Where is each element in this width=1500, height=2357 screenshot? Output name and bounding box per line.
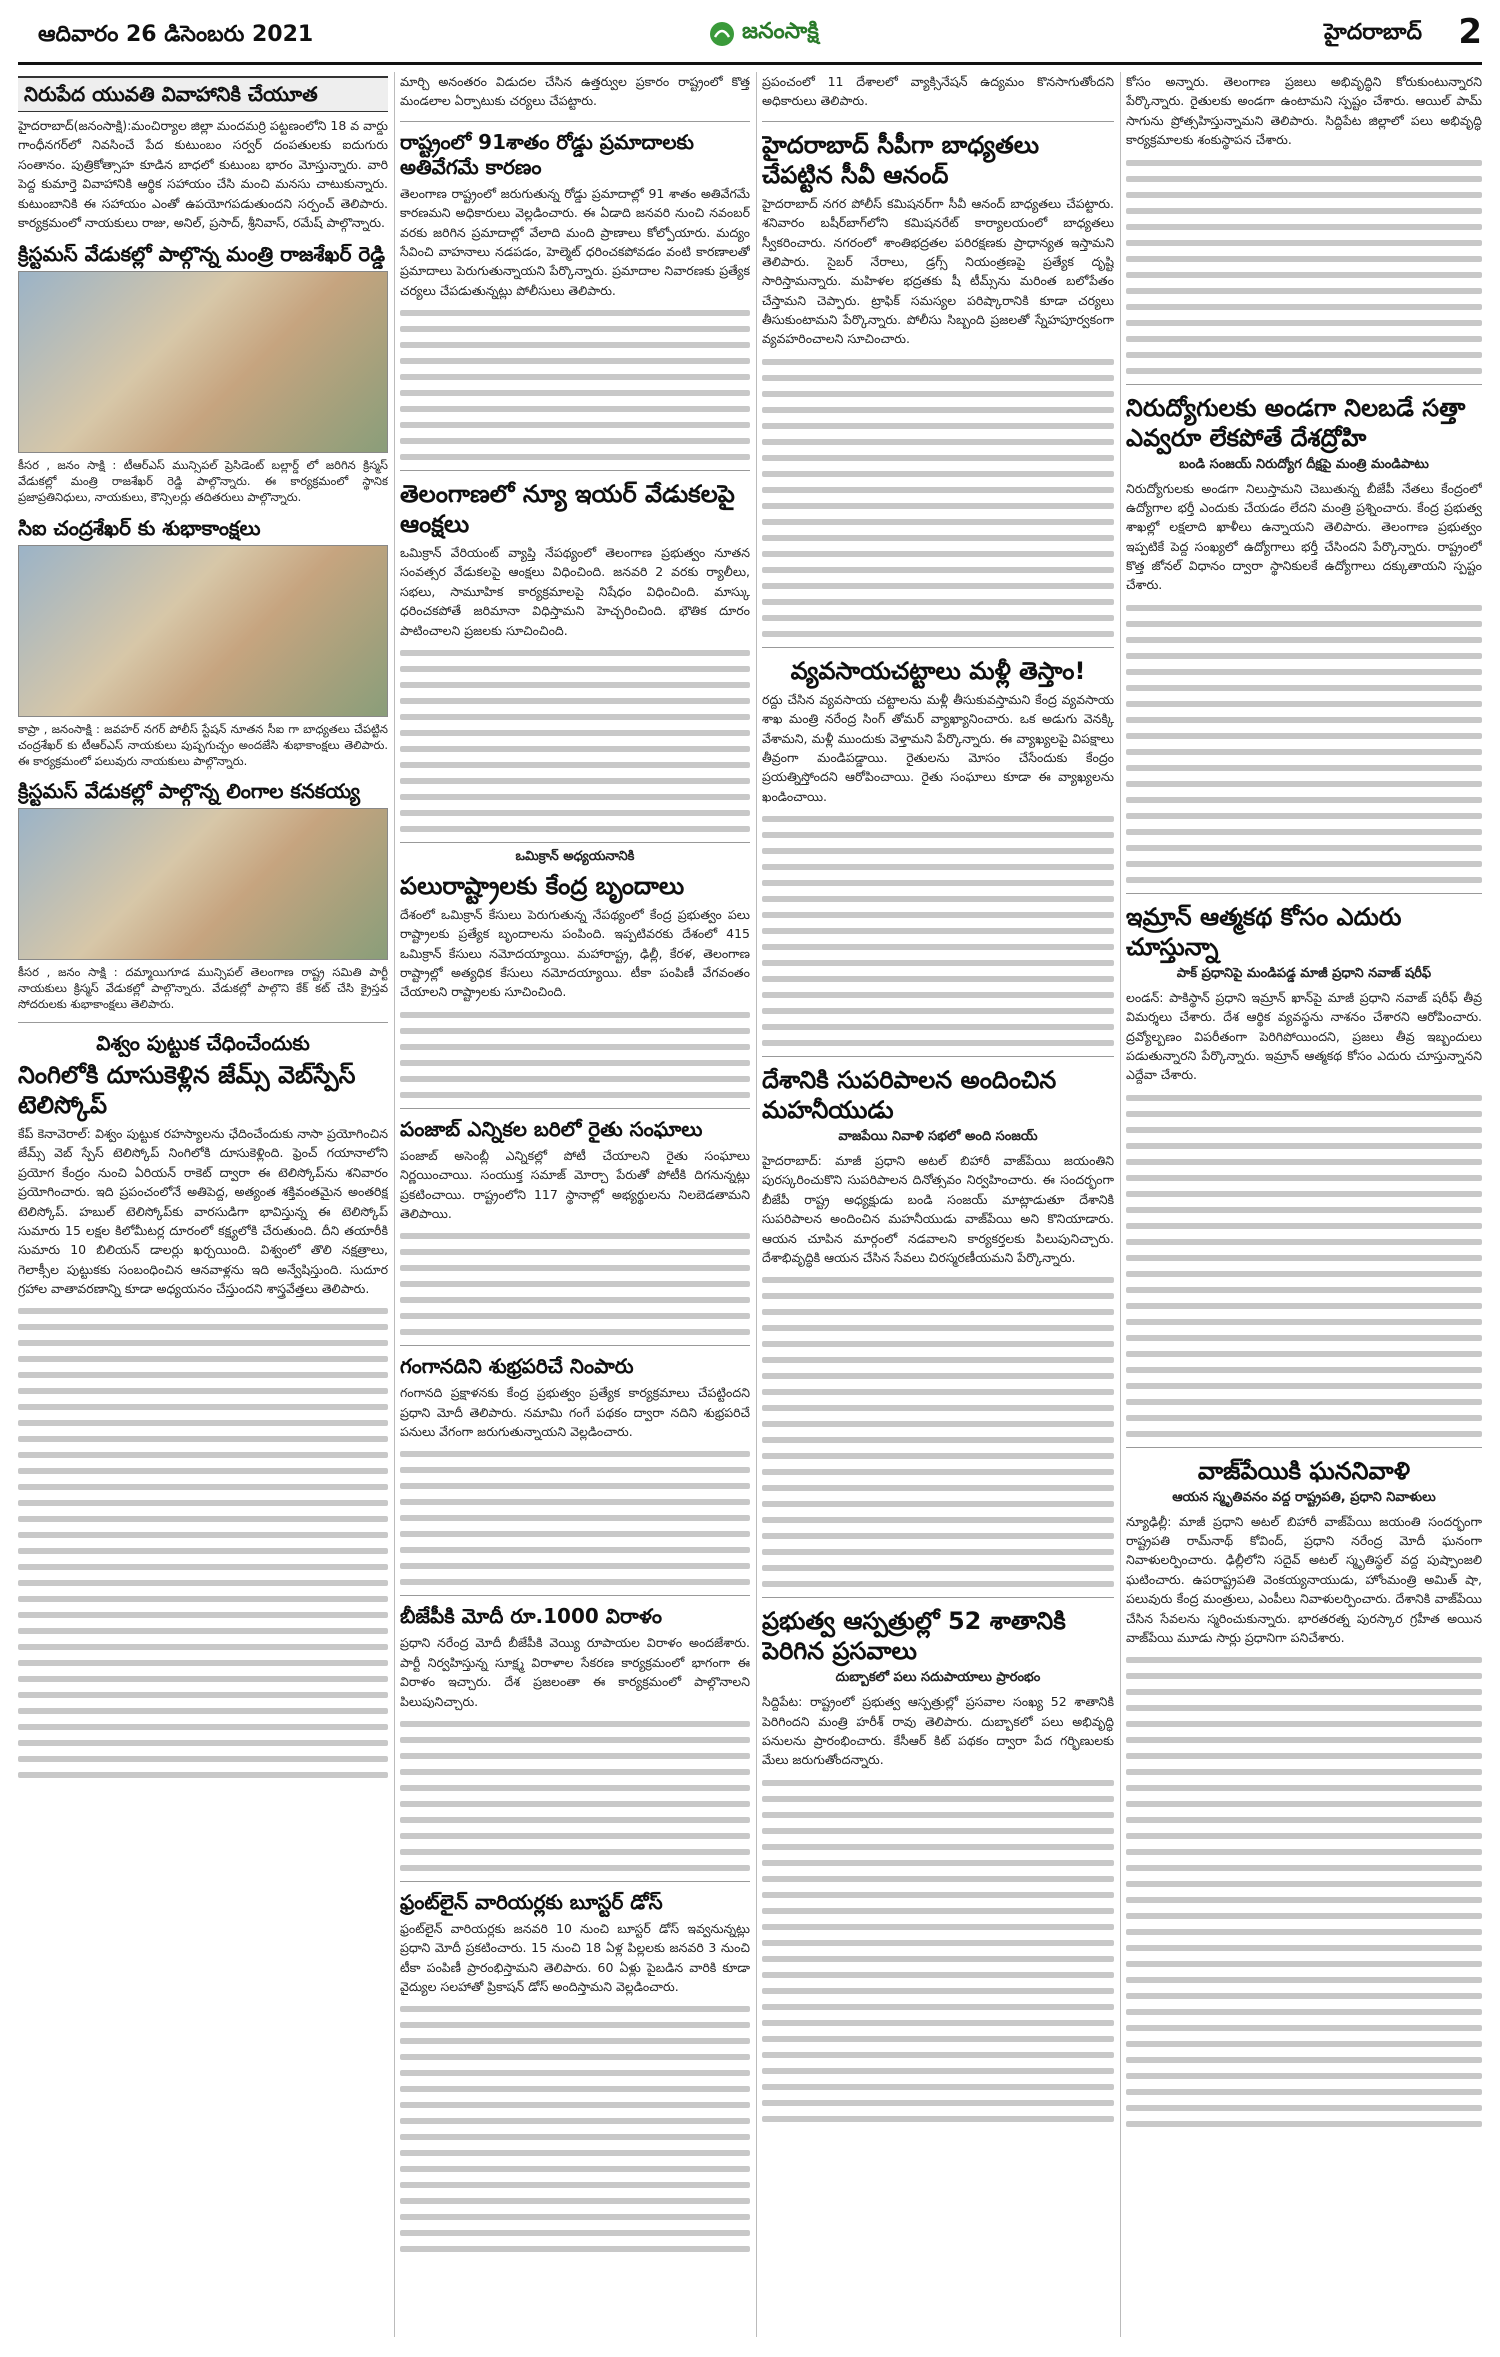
column-2 (400, 72, 750, 2337)
text-filler (1126, 1095, 1482, 1437)
header-rule (18, 62, 1482, 65)
article-body: సిద్దిపేట: రాష్ట్రంలో ప్రభుత్వ ఆస్పత్రుల్లో ప్రసవాల సంఖ్య 52 శాతానికి పెరిగిందని మంత్రి హరీశ్ రావు తెలిపారు. దుబ్బాకలో పలు అభివృద్ధి పనులను ప్రారంభించారు. కేసీఆర్ కిట్ పథకం ద్వారా పేద గర్భిణులకు మేలు జరుగుతోందన్నారు. (762, 1694, 1114, 1768)
headline: పలురాష్ట్రాలకు కేంద్ర బృందాలు (400, 871, 685, 900)
headline: వ్యవసాయచట్టాలు మళ్లీ తెస్తాం! (790, 656, 1086, 685)
issue-date: ఆదివారం 26 డిసెంబరు 2021 (38, 22, 314, 47)
text-filler (762, 816, 1114, 1046)
article-christmas-minister (18, 242, 388, 505)
headline: ఫ్రంట్‌లైన్ వారియర్లకు బూస్టర్‌ డోస్ (400, 1889, 663, 1914)
text-filler (400, 2006, 750, 2252)
subheadline: వాజపేయి నివాళి సభలో అంది సంజయ్ (838, 1129, 1038, 1144)
text-filler (1126, 160, 1482, 374)
headline: ఇమ్రాన్ ఆత్మకథ కోసం ఎదురు చూస్తున్నా (1126, 902, 1402, 961)
article-body: హైదరాబాద్ నగర పోలీస్ కమిషనర్‌గా సీవీ ఆనంద్ బాధ్యతలు చేపట్టారు. శనివారం బషీర్‌బాగ్‌లోని కమిషనరేట్ కార్యాలయంలో బాధ్యతలు స్వీకరించారు. నగరంలో శాంతిభద్రతల పరిరక్షణకు ప్రాధాన్యత ఇస్తామని తెలిపారు. సైబర్ నేరాలు, డ్రగ్స్ నియంత్రణపై ప్రత్యేక దృష్టి సారిస్తామన్నారు. మహిళల భద్రతకు షీ టీమ్స్‌ను మరింత బలోపేతం చేస్తామని చెప్పారు. ట్రాఫిక్ సమస్యల పరిష్కారానికి కూడా చర్యలు తీసుకుంటామని పేర్కొన్నారు. పోలీసు సిబ్బంది ప్రజలతో స్నేహపూర్వకంగా వ్యవహరించాలని సూచించారు. (762, 195, 1114, 347)
article-continued (1126, 72, 1482, 374)
headline: నిరుపేద యువతి వివాహానికి చేయూత (18, 76, 388, 112)
paper-logo (708, 14, 868, 54)
article-modi-donation (400, 1595, 750, 1871)
text-filler (400, 1451, 750, 1585)
article-hyderabad-cp (762, 121, 1114, 637)
headline: బీజేపీకి మోదీ రూ.1000 విరాళం (400, 1604, 662, 1629)
article-ci-greetings (18, 516, 388, 769)
subheadline: బండి సంజయ్ నిరుద్యోగ దీక్షపై మంత్రి మండిపాటు (1179, 456, 1429, 472)
article-booster-dose (400, 1881, 750, 2253)
headline: క్రిస్టమస్ వేడుకల్లో పాల్గొన్న లింగాల కనకయ్య (18, 778, 360, 803)
article-punjab-farmers (400, 1108, 750, 1336)
article-body: పంజాబ్ అసెంబ్లీ ఎన్నికల్లో పోటీ చేయాలని రైతు సంఘాలు నిర్ణయించాయి. సంయుక్త సమాజ్ మోర్చా పేరుతో పోటీకి దిగనున్నట్లు ప్రకటించాయి. రాష్ట్రంలోని 117 స్థానాల్లో అభ్యర్థులను నిలబెడతామని తెలిపాయి. (400, 1147, 750, 1221)
text-filler (1126, 1657, 1482, 2127)
column-1 (18, 72, 388, 2337)
page-number: 2 (1458, 12, 1482, 52)
text-filler (762, 1780, 1114, 2122)
headline-kicker: విశ్వం పుట్టుక చేధించేందుకు (96, 1031, 310, 1056)
photo-caption: కీసర , జనం సాక్షి : టీఆర్ఎస్ మున్సిపల్ ప్రెసిడెంట్ బల్లార్డ్ లో జరిగిన క్రిస్మస్ వేడుకల్లో మంత్రి రాజశేఖర్ రెడ్డి పాల్గొన్నారు. ఈ కార్యక్రమంలో స్థానిక ప్రజాప్రతినిధులు, నాయకులు, కౌన్సిలర్లు తదితరులు పాల్గొన్నారు. (18, 458, 388, 505)
headline-kicker: ఒమిక్రాన్ అధ్యయనానికి (515, 848, 635, 864)
article-govt-hospital-deliveries (762, 1597, 1114, 2122)
article-body: లండన్: పాకిస్థాన్ ప్రధాని ఇమ్రాన్ ఖాన్‌పై మాజీ ప్రధాని నవాజ్ షరీఫ్ తీవ్ర విమర్శలు చేశారు. దేశ ఆర్థిక వ్యవస్థను నాశనం చేశారని ఆరోపించారు. ద్రవ్యోల్బణం విపరీతంగా పెరిగిపోయిందని, ప్రజలు తీవ్ర ఇబ్బందులు పడుతున్నారని పేర్కొన్నారు. ఇమ్రాన్ ఆత్మకథ కోసం ఎదురు చూస్తున్నానని ఎద్దేవా చేశారు. (1126, 989, 1482, 1083)
text-filler (762, 1277, 1114, 1587)
article-body: తెలంగాణ రాష్ట్రంలో జరుగుతున్న రోడ్డు ప్రమాదాల్లో 91 శాతం అతివేగమే కారణమని అధికారులు వెల్లడించారు. ఈ ఏడాది జనవరి నుంచి నవంబర్ వరకు జరిగిన ప్రమాదాల్లో వేలాది మంది ప్రాణాలు కోల్పోయారు. మద్యం సేవించి వాహనాలు నడపడం, హెల్మెట్ ధరించకపోవడం వంటి కారణాలతో ప్రమాదాలు పెరుగుతున్నాయని పేర్కొన్నారు. ప్రమాదాల నివారణకు ప్రత్యేక చర్యలు చేపడుతున్నట్లు పోలీసులు తెలిపారు. (400, 185, 750, 298)
article-body: నిరుద్యోగులకు అండగా నిలుస్తామని చెబుతున్న బీజేపీ నేతలు కేంద్రంలో ఉద్యోగాల భర్తీ ఎందుకు చేయడం లేదని మంత్రి ప్రశ్నించారు. కేంద్ర ప్రభుత్వ శాఖల్లో లక్షలాది ఖాళీలు ఉన్నాయని తెలిపారు. తెలంగాణ ప్రభుత్వం ఇప్పటికే పెద్ద సంఖ్యలో ఉద్యోగాలు భర్తీ చేసిందని పేర్కొన్నారు. రాష్ట్రంలో కొత్త జోనల్ విధానం ద్వారా స్థానికులకే ఉద్యోగాలు దక్కుతాయని స్పష్టం చేశారు. (1126, 480, 1482, 593)
article-omicron-teams (400, 842, 750, 1098)
text-filler (1126, 605, 1482, 883)
article-body: దేశంలో ఒమిక్రాన్ కేసులు పెరుగుతున్న నేపథ్యంలో కేంద్ర ప్రభుత్వం పలు రాష్ట్రాలకు ప్రత్యేక బృందాలను పంపింది. ఇప్పటివరకు దేశంలో 415 ఒమిక్రాన్ కేసులు నమోదయ్యాయి. మహారాష్ట్ర, ఢిల్లీ, కేరళ, తెలంగాణ రాష్ట్రాల్లో అత్యధిక కేసులు నమోదయ్యాయి. టీకా పంపిణీ వేగవంతం చేయాలని రాష్ట్రాలకు సూచించింది. (400, 906, 750, 1000)
logo-icon (708, 20, 736, 48)
article-ganga (400, 1345, 750, 1585)
photo-caption: కాప్రా , జనంసాక్షి : జవహర్ నగర్ పోలీస్ స్టేషన్ నూతన సీఐ గా బాధ్యతలు చేపట్టిన చంద్రశేఖర్ కు టీఆర్ఎస్ నాయకులు పుష్పగుచ్ఛం అందజేసి శుభాకాంక్షలు తెలిపారు. ఈ కార్యక్రమంలో పలువురు నాయకులు పాల్గొన్నారు. (18, 721, 388, 768)
news-photo (18, 808, 388, 960)
headline: పంజాబ్ ఎన్నికల బరిలో రైతు సంఘాలు (400, 1116, 703, 1141)
article-vajpayee-tribute-hyd (762, 1056, 1114, 1587)
article-body: కేప్ కెనావెరాల్: విశ్వం పుట్టుక రహస్యాలను ఛేదించేందుకు నాసా ప్రయోగించిన జేమ్స్ వెబ్ స్పేస్ టెలిస్కోప్ నింగిలోకి దూసుకెళ్లింది. ఫ్రెంచ్ గయానాలోని ప్రయోగ కేంద్రం నుంచి ఏరియన్ రాకెట్ ద్వారా ఈ టెలిస్కోప్‌ను శనివారం ప్రయోగించారు. ఇది ప్రపంచంలోనే అతిపెద్ద, అత్యంత శక్తివంతమైన అంతరిక్ష టెలిస్కోప్. హబుల్ టెలిస్కోప్‌కు వారసుడిగా భావిస్తున్న ఈ టెలిస్కోప్ సుమారు 15 లక్షల కిలోమీటర్ల దూరంలో కక్ష్యలోకి చేరుతుంది. దీని తయారీకి సుమారు 10 బిలియన్ డాలర్లు ఖర్చయింది. విశ్వంలో తొలి నక్షత్రాలు, గెలాక్సీల పుట్టుకకు సంబంధించిన ఆనవాళ్లను ఇది అన్వేషిస్తుంది. సుదూర గ్రహాల వాతావరణాన్ని కూడా అధ్యయనం చేస్తుందని శాస్త్రవేత్తలు తెలిపారు. (18, 1126, 388, 1297)
article-telescope (18, 1022, 388, 1778)
paper-name: జనంసాక్షి (742, 19, 819, 44)
text-filler (762, 359, 1114, 637)
headline: తెలంగాణలో న్యూ ఇయర్ వేడుకలపై ఆంక్షలు (400, 480, 735, 538)
subheadline: దుబ్బాకలో పలు సదుపాయాలు ప్రారంభం (835, 1670, 1041, 1686)
headline: హైదరాబాద్ సీపీగా బాధ్యతలు చేపట్టిన సీవీ ఆనంద్ (762, 130, 1040, 189)
subheadline: పాక్ ప్రధానిపై మండిపడ్డ మాజీ ప్రధాని నవాజ్ షరీఫ్ (1176, 965, 1432, 981)
article-body: హైదరాబాద్(జనంసాక్షి):మంచిర్యాల జిల్లా మందమర్రి పట్టణంలోని 18 వ వార్డు గాంధీనగర్‌లో నివసించే పేద కుటుంబం సర్వర్ దంపతులకు ఐదుగురు సంతానం. పుత్రికోత్సాహ కూడిన బాధలో కుటుంబ భారం మోస్తున్నారు. వారి పెద్ద కుమార్తె వివాహానికి ఆర్థిక సహాయం చేసి మంచి మనసు చాటుకున్నారు. కుటుంబానికి ఈ సహాయం ఎంతో ఉపయోగపడుతుందని సర్పంచ్ తెలిపారు. కార్యక్రమంలో నాయకులు రాజు, అనిల్, ప్రసాద్, శ్రీనివాస్, రమేష్ పాల్గొన్నారు. (18, 118, 388, 230)
article-farm-laws (762, 647, 1114, 1046)
photo-caption: కీసర , జనం సాక్షి : దమ్మాయిగూడ మున్సిపల్ తెలంగాణ రాష్ట్ర సమితి పార్టీ నాయకులు క్రిస్మస్ వేడుకల్లో పాల్గొన్నారు. వేడుకల్లో పాల్గొని కేక్ కట్ చేసి క్రైస్తవ సోదరులకు శుభాకాంక్షలు తెలిపారు. (18, 964, 388, 1011)
article-imran-sharif (1126, 893, 1482, 1437)
article-body: మార్చి అనంతరం విడుదల చేసిన ఉత్తర్వుల ప్రకారం రాష్ట్రంలో కొత్త మండలాల ఏర్పాటుకు చర్యలు చేపట్టారు. (400, 74, 750, 109)
article-body: ప్రపంచంలో 11 దేశాలలో వ్యాక్సినేషన్ ఉద్యమం కొనసాగుతోందని అధికారులు తెలిపారు. (762, 74, 1114, 109)
headline: నిరుద్యోగులకు అండగా నిలబడే సత్తా ఎవ్వరూ లేకపోతే దేశద్రోహి (1126, 393, 1466, 452)
headline: సిఐ చంద్రశేఖర్ కు శుభాకాంక్షలు (18, 515, 261, 540)
headline: క్రిస్టమస్ వేడుకల్లో పాల్గొన్న మంత్రి రాజశేఖర్ రెడ్డి (18, 242, 386, 267)
text-filler (400, 650, 750, 832)
headline: దేశానికి సుపరిపాలన అందించిన మహనీయుడు (762, 1066, 1057, 1124)
column-divider (394, 72, 395, 2337)
article-body: న్యూఢిల్లీ: మాజీ ప్రధాని అటల్ బిహారీ వాజ్‌పేయి జయంతి సందర్భంగా రాష్ట్రపతి రామ్‌నాథ్ కోవింద్, ప్రధాని నరేంద్ర మోదీ ఘనంగా నివాళులర్పించారు. ఢిల్లీలోని సదైవ్ అటల్ స్మృతిస్థల్ వద్ద పుష్పాంజలి ఘటించారు. ఉపరాష్ట్రపతి వెంకయ్యనాయుడు, హోంమంత్రి అమిత్ షా, పలువురు కేంద్ర మంత్రులు, ఎంపీలు నివాళులర్పించారు. దేశానికి వాజ్‌పేయి చేసిన సేవలను స్మరించుకున్నారు. భారతరత్న పురస్కార గ్రహీత అయిన వాజ్‌పేయి మూడు సార్లు ప్రధానిగా పనిచేశారు. (1126, 1513, 1482, 1645)
text-filler (400, 1721, 750, 1871)
text-filler (400, 1233, 750, 1335)
article-marriage-aid (18, 76, 388, 232)
article-body: రద్దు చేసిన వ్యవసాయ చట్టాలను మళ్లీ తీసుకువస్తామని కేంద్ర వ్యవసాయ శాఖ మంత్రి నరేంద్ర సింగ్ తోమర్ వ్యాఖ్యానించారు. ఒక అడుగు వెనక్కి వేశామని, మళ్లీ ముందుకు వెళ్తామని పేర్కొన్నారు. ఈ వ్యాఖ్యలపై విపక్షాలు తీవ్రంగా మండిపడ్డాయి. రైతులను మోసం చేసేందుకు కేంద్రం ప్రయత్నిస్తోందని ఆరోపించాయి. రైతు సంఘాలు కూడా ఈ వ్యాఖ్యలను ఖండించాయి. (762, 691, 1114, 804)
headline: ప్రభుత్వ ఆస్పత్రుల్లో 52 శాతానికి పెరిగిన ప్రసవాలు (762, 1607, 1066, 1666)
text-filler (18, 1308, 388, 1778)
headline: నింగిలోకి దూసుకెళ్లిన జేమ్స్ వెబ్‌స్పేస్ టెలిస్కోప్ (18, 1061, 356, 1120)
column-divider (756, 72, 757, 2337)
subheadline: ఆయన స్మృతివనం వద్ద రాష్ట్రపతి, ప్రధాని నివాళులు (1172, 1489, 1436, 1505)
news-photo (18, 545, 388, 717)
article-body: ఫ్రంట్‌లైన్ వారియర్లకు జనవరి 10 నుంచి బూస్టర్ డోస్ ఇవ్వనున్నట్లు ప్రధాని మోదీ ప్రకటించారు. 15 నుంచి 18 ఏళ్ల పిల్లలకు జనవరి 3 నుంచి టీకా పంపిణీ ప్రారంభిస్తామని తెలిపారు. 60 ఏళ్లు పైబడిన వారికి కూడా వైద్యుల సలహాతో ప్రికాషన్ డోస్ అందిస్తామని వెల్లడించారు. (400, 1920, 750, 1994)
article-body: ప్రధాని నరేంద్ర మోదీ బీజేపీకి వెయ్యి రూపాయల విరాళం అందజేశారు. పార్టీ నిర్వహిస్తున్న సూక్ష్మ విరాళాల సేకరణ కార్యక్రమంలో భాగంగా ఈ విరాళం ఇచ్చారు. దేశ ప్రజలంతా ఈ కార్యక్రమంలో పాల్గొనాలని పిలుపునిచ్చారు. (400, 1635, 750, 1709)
article-road-accidents (400, 121, 750, 460)
headline: గంగానదిని శుభ్రపరిచే నింపారు (400, 1354, 634, 1379)
article-new-year-restrictions (400, 470, 750, 832)
column-divider (1120, 72, 1121, 2337)
headline: రాష్ట్రంలో 91శాతం రోడ్డు ప్రమాదాలకు అతివేగమే కారణం (400, 129, 694, 179)
article-continued (762, 72, 1114, 111)
news-photo (18, 271, 388, 453)
article-christmas-kanakayya (18, 779, 388, 1012)
article-body: గంగానది ప్రక్షాళనకు కేంద్ర ప్రభుత్వం ప్రత్యేక కార్యక్రమాలు చేపట్టిందని ప్రధాని మోదీ తెలిపారు. నమామి గంగే పథకం ద్వారా నదిని శుభ్రపరిచే పనులు వేగంగా జరుగుతున్నాయని వెల్లడించారు. (400, 1385, 750, 1439)
edition-city: హైదరాబాద్ (1324, 20, 1422, 45)
text-filler (400, 310, 750, 460)
headline: వాజ్‌పేయికి ఘననివాళి (1197, 1456, 1411, 1485)
article-unemployed-support (1126, 384, 1482, 883)
article-vajpayee-tribute-delhi (1126, 1447, 1482, 2128)
article-body: కోసం అన్నారు. తెలంగాణ ప్రజలు అభివృద్ధిని కోరుకుంటున్నారని పేర్కొన్నారు. రైతులకు అండగా ఉంటామని స్పష్టం చేశారు. ఆయిల్ పామ్ సాగును ప్రోత్సహిస్తున్నామని తెలిపారు. సిద్దిపేట జిల్లాలో పలు అభివృద్ధి కార్యక్రమాలకు శంకుస్థాపన చేశారు. (1126, 74, 1482, 148)
column-3 (762, 72, 1114, 2337)
article-body: ఒమిక్రాన్ వేరియంట్ వ్యాప్తి నేపథ్యంలో తెలంగాణ ప్రభుత్వం నూతన సంవత్సర వేడుకలపై ఆంక్షలు విధించింది. జనవరి 2 వరకు ర్యాలీలు, సభలు, సామూహిక కార్యక్రమాలపై నిషేధం విధించింది. మాస్కు ధరించకపోతే జరిమానా విధిస్తామని హెచ్చరించింది. భౌతిక దూరం పాటించాలని ప్రజలకు సూచించింది. (400, 545, 750, 638)
article-continued (400, 72, 750, 111)
article-body: హైదరాబాద్: మాజీ ప్రధాని అటల్ బిహారీ వాజ్‌పేయి జయంతిని పురస్కరించుకొని సుపరిపాలన దినోత్సవం నిర్వహించారు. ఈ సందర్భంగా బీజేపీ రాష్ట్ర అధ్యక్షుడు బండి సంజయ్ మాట్లాడుతూ దేశానికి సుపరిపాలన అందించిన మహనీయుడు వాజ్‌పేయి అని కొనియాడారు. ఆయన చూపిన మార్గంలో నడవాలని కార్యకర్తలకు పిలుపునిచ్చారు. దేశాభివృద్ధికి ఆయన చేసిన సేవలు చిరస్మరణీయమని పేర్కొన్నారు. (762, 1153, 1114, 1265)
column-4 (1126, 72, 1482, 2337)
text-filler (400, 1012, 750, 1098)
